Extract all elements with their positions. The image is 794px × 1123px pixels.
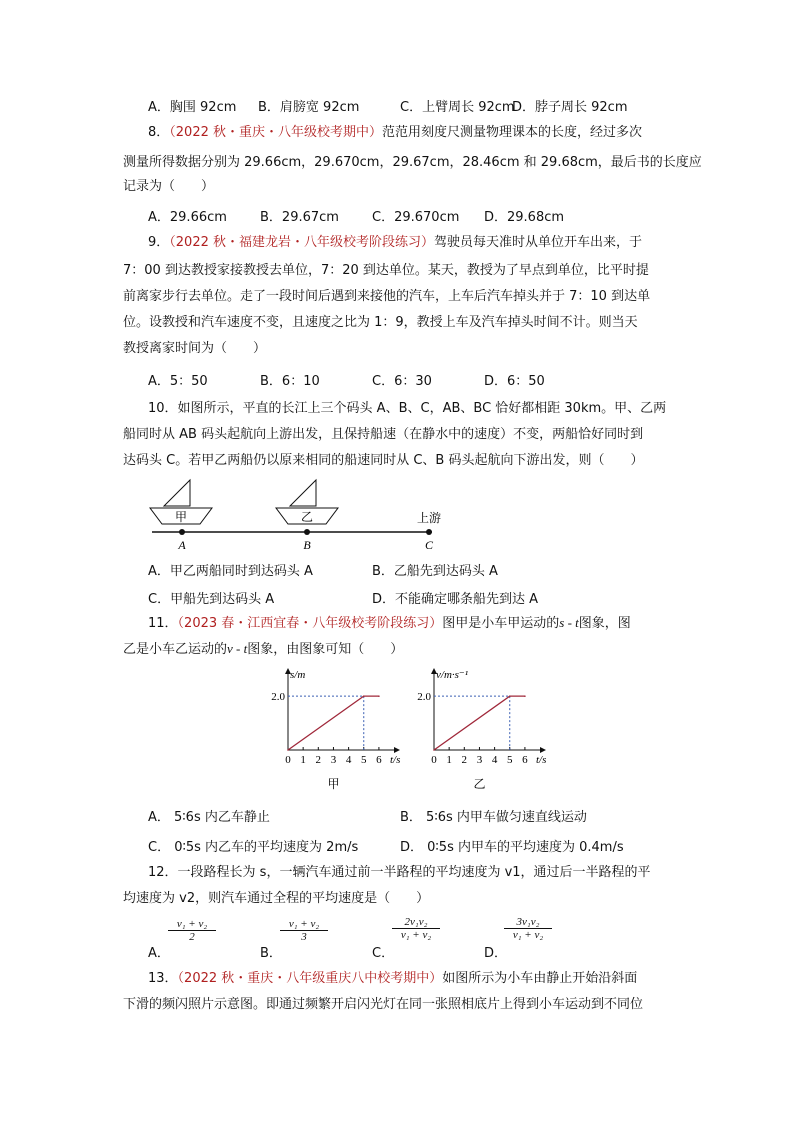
data-point xyxy=(433,749,435,751)
question-9-line-4: 位。设教授和汽车速度不变，且速度之比为 1：9，教授上车及汽车掉头时间不计。则当天 xyxy=(123,315,638,330)
fraction-a: $\frac{\text{v₁ + v₂}}{2}$ xyxy=(168,918,216,943)
math-v-t: v - t xyxy=(227,641,248,656)
question-9-line-1 xyxy=(148,234,642,252)
boat-label-jia: 甲 xyxy=(174,510,188,524)
option-d: D． xyxy=(484,946,508,961)
dock-label-c: C xyxy=(424,538,434,552)
option-b: B．乙船先到达码头 A xyxy=(372,564,498,579)
option-a: A．29.66cm xyxy=(148,210,227,225)
question-9-line-5: 教授离家时间为（ ） xyxy=(123,341,267,356)
option-b: B．6：10 xyxy=(260,374,320,389)
dock-label-a: A xyxy=(178,538,186,552)
option-c: C． xyxy=(372,946,395,961)
question-source: （2022 秋・重庆・八年级重庆八中校考期中） xyxy=(177,971,443,986)
question-8-line-2: 测量所得数据分别为 29.66cm，29.670cm，29.67cm，28.46cm 和 29.68cm，最后书的长度应 xyxy=(123,155,702,170)
y-axis-label: s/m xyxy=(290,669,306,681)
question-9-line-2: 7：00 到达教授家接教授去单位，7：20 到达单位。某天，教授为了早点到单位，比平时提 xyxy=(123,263,649,278)
x-tick-label: 4 xyxy=(345,754,352,766)
question-12-line-1: 12．一段路程长为 s，一辆汽车通过前一半路程的平均速度为 v1，通过后一半路程的平 xyxy=(148,865,651,880)
chart-jia xyxy=(258,664,401,794)
fraction-b: $\frac{\text{v₁ + v₂}}{3}$ xyxy=(280,918,328,943)
option-a: A．5：50 xyxy=(148,374,208,389)
x-axis-label: t/s xyxy=(536,754,547,766)
question-number: 11． xyxy=(148,616,178,631)
question-text: 范范用刻度尺测量物理课本的长度，经过多次 xyxy=(382,125,643,140)
option-a: A．胸围 92cm xyxy=(148,100,237,115)
question-text: 图象，图 xyxy=(578,616,631,631)
question-number: 13． xyxy=(148,971,178,986)
option-d: D． 0∶5s 内甲车的平均速度为 0.4m/s xyxy=(400,840,624,855)
x-tick-label: 3 xyxy=(330,754,337,766)
y-tick-label: 2.0 xyxy=(271,691,285,704)
chart-yi xyxy=(404,664,547,794)
option-a: A． 5∶6s 内乙车静止 xyxy=(148,810,270,825)
question-10-line-1: 10．如图所示，平直的长江上三个码头 A、B、C，AB、BC 恰好都相距 30km。甲、乙两 xyxy=(148,401,667,416)
question-13-line-1 xyxy=(148,970,637,988)
boat-label-yi: 乙 xyxy=(300,510,314,524)
option-d: D．不能确定哪条船先到达 A xyxy=(372,592,539,607)
option-a: A． xyxy=(148,946,170,961)
x-tick-label: 2 xyxy=(461,754,468,766)
option-b: B． 5∶6s 内甲车做匀速直线运动 xyxy=(400,810,587,825)
data-point xyxy=(363,695,365,697)
question-text: 乙是小车乙运动的 xyxy=(123,642,228,657)
x-tick-label: 1 xyxy=(300,754,306,766)
data-point xyxy=(524,695,526,697)
y-axis-label: v/m·s⁻¹ xyxy=(436,669,469,681)
option-c: C．上臂周长 92cm xyxy=(400,100,515,115)
option-c: C． 0∶5s 内乙车的平均速度为 2m/s xyxy=(148,840,359,855)
question-text: 图甲是小车甲运动的 xyxy=(442,616,560,631)
upstream-label: 上游 xyxy=(416,511,442,525)
question-12-line-2: 均速度为 v2，则汽车通过全程的平均速度是（ ） xyxy=(123,891,430,906)
x-tick-label: 2 xyxy=(315,754,322,766)
x-tick-label: 1 xyxy=(446,754,452,766)
chart-title: 乙 xyxy=(473,777,486,791)
data-point xyxy=(378,695,380,697)
question-10-line-3: 达码头 C。若甲乙两船仍以原来相同的船速同时从 C、B 码头起航向下游出发，则（ ） xyxy=(123,453,644,468)
x-tick-label: 0 xyxy=(431,754,437,766)
data-line xyxy=(434,696,525,750)
question-source: （2022 秋・福建龙岩・八年级校考阶段练习） xyxy=(169,235,434,250)
question-text: 图象，由图象可知（ ） xyxy=(247,642,404,657)
data-line xyxy=(288,696,379,750)
option-b: B． xyxy=(260,946,282,961)
question-10-line-2: 船同时从 AB 码头起航向上游出发，且保持船速（在静水中的速度）不变，两船恰好同时到 xyxy=(123,427,644,442)
fraction-d: $\frac{\text{3v₁v₂}}{\text{v₁ + v₂}}$ xyxy=(504,916,552,941)
data-point xyxy=(509,695,511,697)
x-axis-arrow xyxy=(394,747,400,753)
question-13-line-2: 下滑的频闪照片示意图。即通过频繁开启闪光灯在同一张照相底片上得到小车运动到不同位 xyxy=(123,997,644,1012)
option-c: C．29.670cm xyxy=(372,210,460,225)
x-tick-label: 6 xyxy=(376,754,382,766)
question-9-line-3: 前离家步行去单位。走了一段时间后遇到来接他的汽车，上车后汽车掉头并于 7：10 到达单 xyxy=(123,289,651,304)
y-tick-label: 2.0 xyxy=(417,691,431,704)
x-tick-label: 4 xyxy=(491,754,498,766)
river-figure xyxy=(140,472,460,554)
chart-title: 甲 xyxy=(327,777,340,791)
question-8-line-3: 记录为（ ） xyxy=(123,179,215,194)
dock-c xyxy=(426,529,432,535)
dock-a xyxy=(179,529,185,535)
question-source: （2022 秋・重庆・八年级校考期中） xyxy=(169,125,382,140)
question-number: 8． xyxy=(148,125,170,140)
x-tick-label: 5 xyxy=(507,754,513,766)
question-11-line-1 xyxy=(148,614,631,633)
question-number: 9． xyxy=(148,235,170,250)
option-c: C．甲船先到达码头 A xyxy=(148,592,275,607)
x-tick-label: 6 xyxy=(522,754,528,766)
x-tick-label: 0 xyxy=(285,754,291,766)
math-s-t: s - t xyxy=(559,615,579,630)
x-axis-label: t/s xyxy=(390,754,401,766)
option-d: D．29.68cm xyxy=(484,210,565,225)
fraction-c: $\frac{\text{2v₁v₂}}{\text{v₁ + v₂}}$ xyxy=(392,916,440,941)
question-text: 如图所示为小车由静止开始沿斜面 xyxy=(442,971,638,986)
dock-label-b: B xyxy=(303,538,311,552)
x-tick-label: 3 xyxy=(476,754,483,766)
option-a: A．甲乙两船同时到达码头 A xyxy=(148,564,313,579)
option-c: C．6：30 xyxy=(372,374,432,389)
question-source: （2023 春・江西宜春・八年级校考阶段练习） xyxy=(177,616,443,631)
option-d: D．脖子周长 92cm xyxy=(512,100,628,115)
question-8-line-1 xyxy=(148,124,642,142)
data-point xyxy=(287,749,289,751)
option-b: B．肩膀宽 92cm xyxy=(258,100,360,115)
option-d: D．6：50 xyxy=(484,374,545,389)
x-axis-arrow xyxy=(540,747,546,753)
question-text: 驾驶员每天准时从单位开车出来，于 xyxy=(434,235,643,250)
option-b: B．29.67cm xyxy=(260,210,339,225)
x-tick-label: 5 xyxy=(361,754,367,766)
question-11-line-2 xyxy=(123,640,403,659)
dock-b xyxy=(304,529,310,535)
